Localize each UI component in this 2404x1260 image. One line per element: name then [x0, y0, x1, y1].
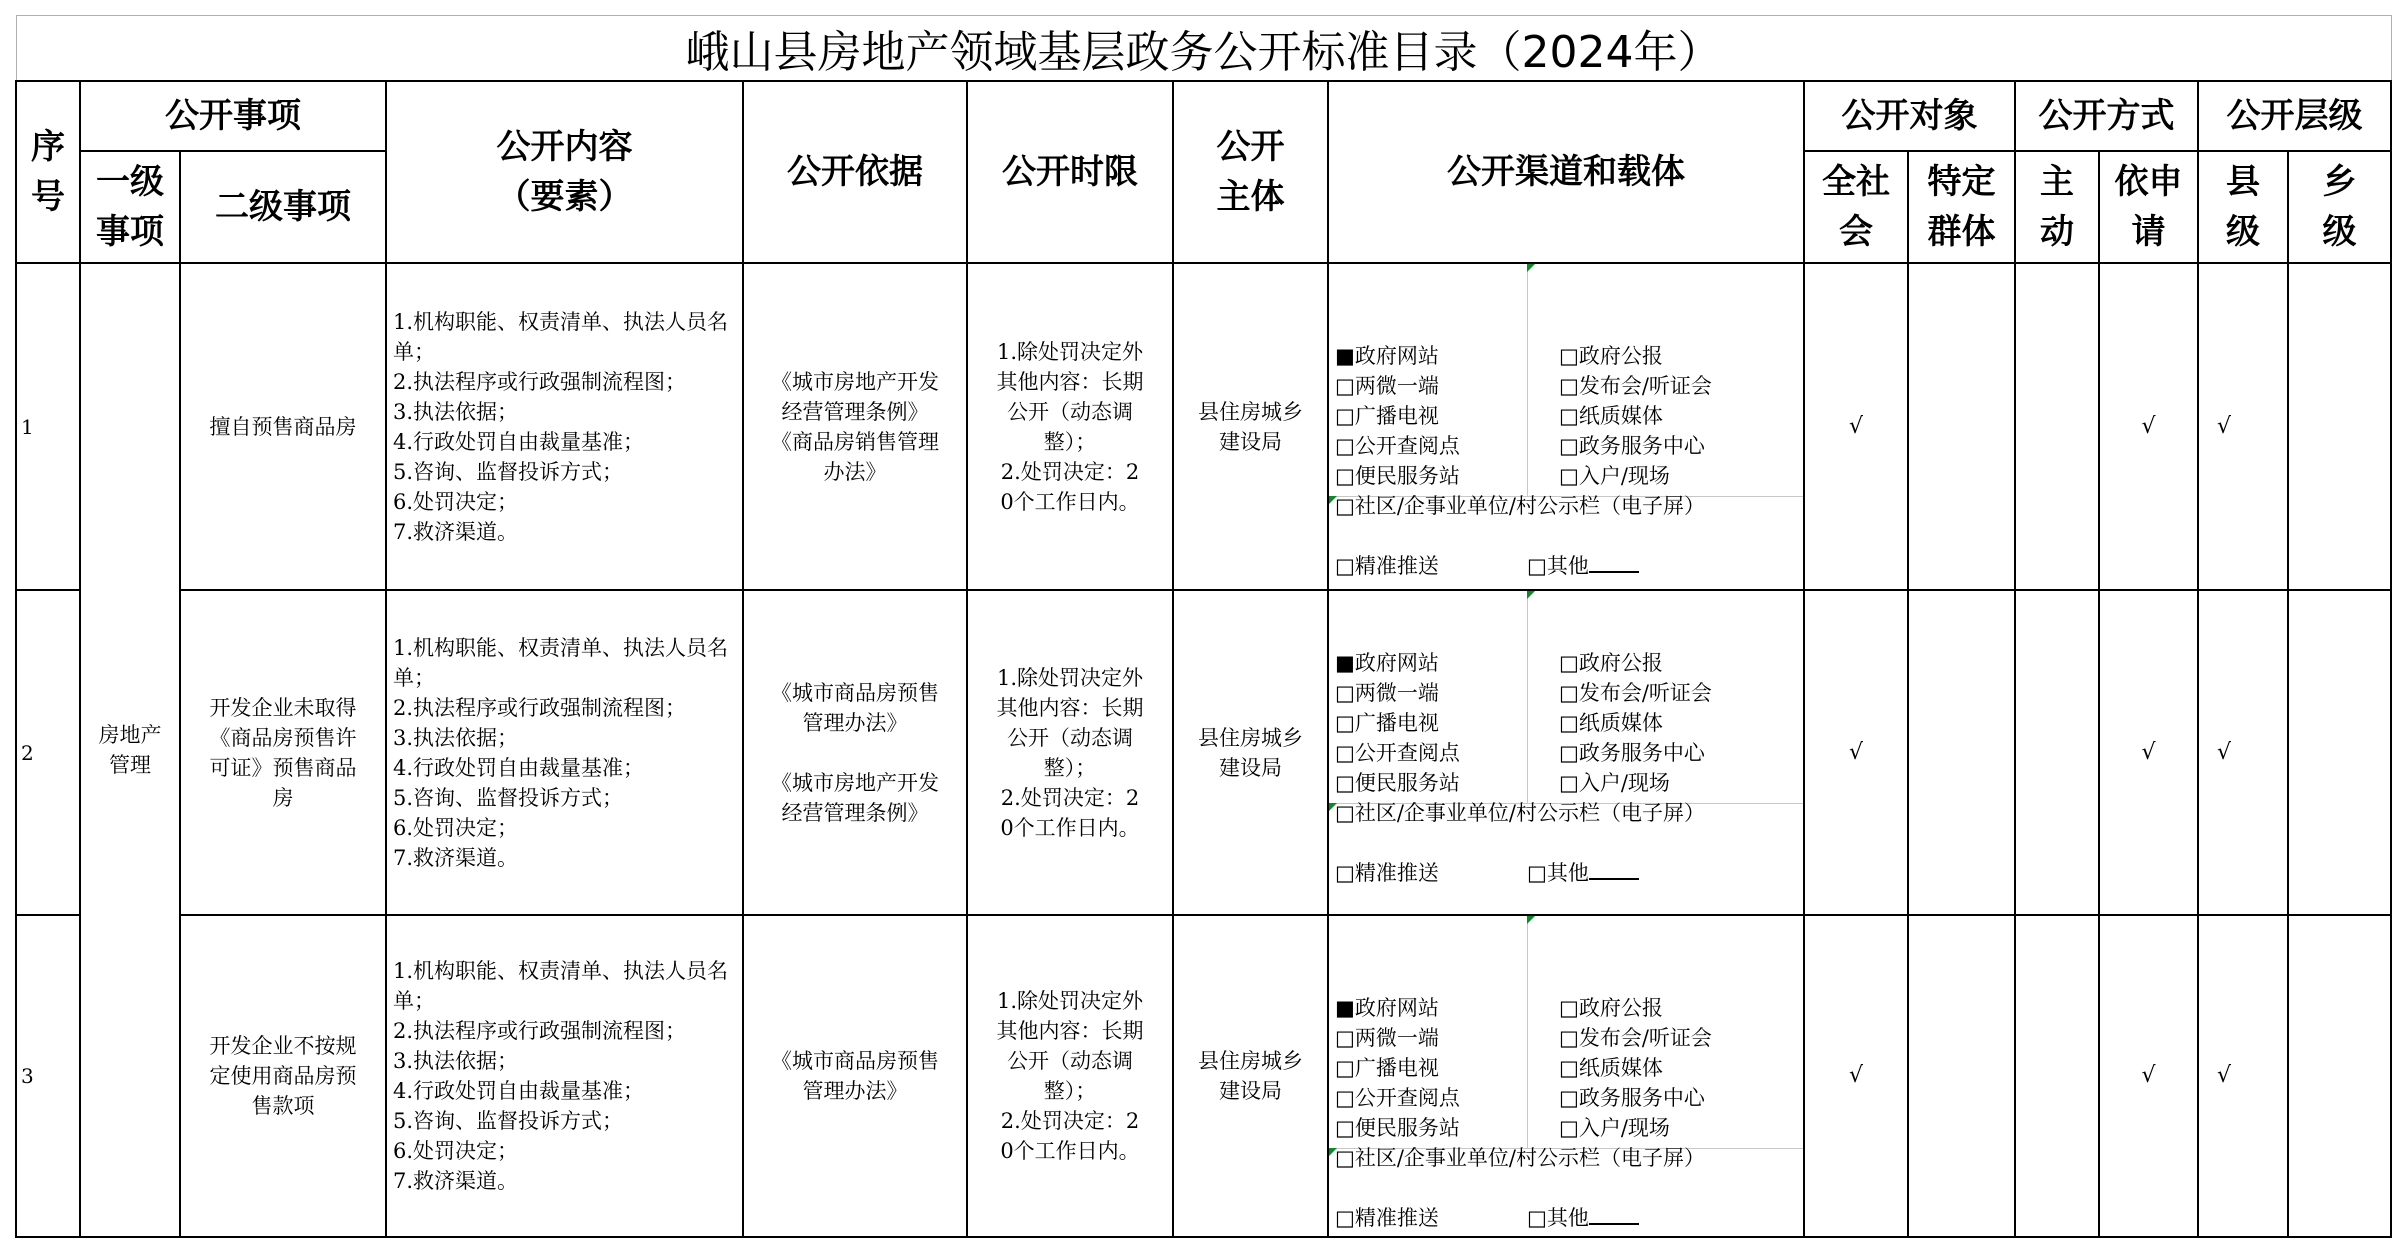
content-list — [386, 263, 743, 590]
method-active-check — [2015, 263, 2099, 590]
header-method-request: 依申请 — [2099, 151, 2198, 263]
header-seq: 序号 — [16, 81, 80, 263]
channel-option[interactable]: □精准推送 — [1335, 1206, 1439, 1230]
basis-doc: 《城市房地产开发经营管理条例》 — [771, 770, 939, 825]
blank-line — [1589, 1203, 1639, 1225]
channels-cell — [1328, 915, 1804, 1237]
period-line: 2.处罚决定：20个工作日内。 — [1000, 785, 1140, 840]
basis-doc: 《城市商品房预售管理办法》 — [771, 1049, 939, 1103]
content-line: 2.执法程序或行政强制流程图； — [393, 369, 687, 394]
aud-all-check: √ — [1804, 590, 1908, 915]
content-line: 5.咨询、监督投诉方式； — [393, 459, 624, 484]
method-request-check: √ — [2099, 590, 2198, 915]
row-seq: 1 — [16, 263, 80, 590]
channel-option[interactable]: □社区/企事业单位/村公示栏（电子屏） — [1335, 494, 1705, 518]
channel-option[interactable]: □政府公报 — [1559, 651, 1663, 675]
period-line: 1.除处罚决定外其他内容：长期公开（动态调整）； — [996, 989, 1144, 1103]
content-line: 4.行政处罚自由裁量基准； — [393, 429, 645, 454]
channel-option[interactable]: □入户/现场 — [1559, 1116, 1670, 1140]
content-line: 4.行政处罚自由裁量基准； — [393, 1079, 645, 1103]
content-line: 4.行政处罚自由裁量基准； — [393, 755, 645, 780]
channel-option[interactable]: □精准推送 — [1335, 861, 1439, 885]
channel-option[interactable]: □发布会/听证会 — [1559, 1026, 1712, 1050]
table-row — [16, 915, 2391, 1237]
period-line: 1.除处罚决定外其他内容：长期公开（动态调整）； — [996, 665, 1144, 780]
channel-option[interactable]: □发布会/听证会 — [1559, 374, 1712, 398]
level1-item: 房地产管理 — [80, 263, 180, 1237]
row-seq: 2 — [16, 590, 80, 915]
content-line: 6.处罚决定； — [393, 489, 519, 514]
basis-doc: 《商品房销售管理办法》 — [771, 429, 939, 484]
level-county-check: √ — [2198, 263, 2288, 590]
period — [967, 590, 1173, 915]
channel-option-other[interactable]: □其他 — [1527, 858, 1639, 888]
level2-item: 开发企业未取得《商品房预售许可证》预售商品房 — [180, 590, 386, 915]
aud-all-check: √ — [1804, 915, 1908, 1237]
basis-doc: 《城市房地产开发经营管理条例》 — [771, 369, 939, 424]
period-line: 2.处罚决定：20个工作日内。 — [1000, 459, 1140, 514]
content-line: 2.执法程序或行政强制流程图； — [393, 695, 687, 720]
header-period: 公开时限 — [967, 81, 1173, 263]
content-list — [386, 915, 743, 1237]
channel-option[interactable]: □政务服务中心 — [1559, 434, 1705, 458]
blank-line — [1589, 551, 1639, 573]
content-list — [386, 590, 743, 915]
header-method-active: 主动 — [2015, 151, 2099, 263]
subject: 县住房城乡建设局 — [1173, 915, 1328, 1237]
table-row — [16, 263, 2391, 590]
level2-item: 擅自预售商品房 — [180, 263, 386, 590]
channel-option[interactable]: □便民服务站 — [1335, 464, 1460, 488]
channel-option[interactable]: ■政府网站 — [1335, 344, 1439, 368]
channel-option[interactable]: □广播电视 — [1335, 1056, 1439, 1080]
basis — [743, 263, 967, 590]
method-request-check: √ — [2099, 915, 2198, 1237]
method-active-check — [2015, 590, 2099, 915]
subject: 县住房城乡建设局 — [1173, 590, 1328, 915]
level-town-check — [2288, 590, 2391, 915]
channel-option[interactable]: □入户/现场 — [1559, 464, 1670, 488]
content-line: 1.机构职能、权责清单、执法人员名单； — [393, 959, 729, 1013]
header-level2: 二级事项 — [180, 151, 386, 263]
content-line: 5.咨询、监督投诉方式； — [393, 785, 624, 810]
header-basis: 公开依据 — [743, 81, 967, 263]
basis-doc: 《城市商品房预售管理办法》 — [771, 680, 939, 735]
channel-option[interactable]: □纸质媒体 — [1559, 711, 1663, 735]
channel-option[interactable]: □便民服务站 — [1335, 771, 1460, 795]
channel-option[interactable]: □精准推送 — [1335, 554, 1439, 578]
row-seq: 3 — [16, 915, 80, 1237]
channel-option[interactable]: □政务服务中心 — [1559, 741, 1705, 765]
header-content — [386, 81, 743, 263]
channel-option[interactable]: □纸质媒体 — [1559, 404, 1663, 428]
channel-option[interactable]: ■政府网站 — [1335, 996, 1439, 1020]
header-level1: 一级事项 — [80, 151, 180, 263]
channel-option-other[interactable]: □其他 — [1527, 551, 1639, 581]
channel-option[interactable]: □两微一端 — [1335, 681, 1439, 705]
content-line: 1.机构职能、权责清单、执法人员名单； — [393, 635, 729, 690]
content-line: 3.执法依据； — [393, 399, 519, 424]
subject: 县住房城乡建设局 — [1173, 263, 1328, 590]
aud-all-check: √ — [1804, 263, 1908, 590]
channel-option[interactable]: □公开查阅点 — [1335, 1086, 1460, 1110]
content-line: 3.执法依据； — [393, 725, 519, 750]
aud-specific-check — [1908, 915, 2015, 1237]
level2-item: 开发企业不按规定使用商品房预售款项 — [180, 915, 386, 1237]
channel-option[interactable]: □政府公报 — [1559, 996, 1663, 1020]
header-level-county: 县级 — [2198, 151, 2288, 263]
header-level-town: 乡级 — [2288, 151, 2391, 263]
content-line: 7.救济渠道。 — [393, 1169, 519, 1193]
content-line: 5.咨询、监督投诉方式； — [393, 1109, 624, 1133]
header-channels: 公开渠道和载体 — [1328, 81, 1804, 263]
aud-specific-check — [1908, 590, 2015, 915]
basis — [743, 590, 967, 915]
method-active-check — [2015, 915, 2099, 1237]
channel-option[interactable]: □广播电视 — [1335, 711, 1439, 735]
content-line: 7.救济渠道。 — [393, 845, 519, 870]
page-title: 峨山县房地产领域基层政务公开标准目录（2024年） — [16, 16, 2391, 82]
header-aud-specific: 特定群体 — [1908, 151, 2015, 263]
period-line: 1.除处罚决定外其他内容：长期公开（动态调整）； — [996, 339, 1144, 454]
header-audience: 公开对象 — [1804, 81, 2015, 151]
channel-option[interactable]: □公开查阅点 — [1335, 434, 1460, 458]
basis — [743, 915, 967, 1237]
channel-option[interactable]: □社区/企事业单位/村公示栏（电子屏） — [1335, 801, 1705, 825]
period — [967, 915, 1173, 1237]
channel-option[interactable]: □政务服务中心 — [1559, 1086, 1705, 1110]
header-items: 公开事项 — [80, 81, 386, 151]
content-line: 2.执法程序或行政强制流程图； — [393, 1019, 687, 1043]
level-county-check: √ — [2198, 915, 2288, 1237]
channel-option[interactable]: □发布会/听证会 — [1559, 681, 1712, 705]
table-row — [16, 590, 2391, 915]
channels-cell — [1328, 590, 1804, 915]
channel-option[interactable]: □政府公报 — [1559, 344, 1663, 368]
channel-option[interactable]: □两微一端 — [1335, 374, 1439, 398]
channel-option[interactable]: □公开查阅点 — [1335, 741, 1460, 765]
aud-specific-check — [1908, 263, 2015, 590]
channel-option[interactable]: □广播电视 — [1335, 404, 1439, 428]
channel-option[interactable]: □入户/现场 — [1559, 771, 1670, 795]
spacer — [770, 738, 940, 768]
channel-option[interactable]: □两微一端 — [1335, 1026, 1439, 1050]
catalog-sheet — [15, 15, 2390, 1245]
level-county-check: √ — [2198, 590, 2288, 915]
channels-cell — [1328, 263, 1804, 590]
content-line: 6.处罚决定； — [393, 1139, 519, 1163]
period-line: 2.处罚决定：20个工作日内。 — [1000, 1109, 1140, 1163]
header-content-bottom: （要素） — [496, 177, 633, 217]
level-town-check — [2288, 915, 2391, 1237]
content-line: 3.执法依据； — [393, 1049, 519, 1073]
content-line: 6.处罚决定； — [393, 815, 519, 840]
channel-option[interactable]: □社区/企事业单位/村公示栏（电子屏） — [1335, 1146, 1705, 1170]
header-content-top: 公开内容 — [496, 127, 633, 167]
channel-option-other[interactable]: □其他 — [1527, 1203, 1639, 1233]
header-method: 公开方式 — [2015, 81, 2198, 151]
blank-line — [1589, 858, 1639, 880]
period — [967, 263, 1173, 590]
channel-option[interactable]: ■政府网站 — [1335, 651, 1439, 675]
channel-option[interactable]: □便民服务站 — [1335, 1116, 1460, 1140]
header-level: 公开层级 — [2198, 81, 2391, 151]
channel-option[interactable]: □纸质媒体 — [1559, 1056, 1663, 1080]
header-subject: 公开主体 — [1173, 81, 1328, 263]
content-line: 7.救济渠道。 — [393, 519, 519, 544]
content-line: 1.机构职能、权责清单、执法人员名单； — [393, 309, 729, 364]
method-request-check: √ — [2099, 263, 2198, 590]
level-town-check — [2288, 263, 2391, 590]
catalog-table — [15, 15, 2392, 1238]
header-aud-all: 全社会 — [1804, 151, 1908, 263]
